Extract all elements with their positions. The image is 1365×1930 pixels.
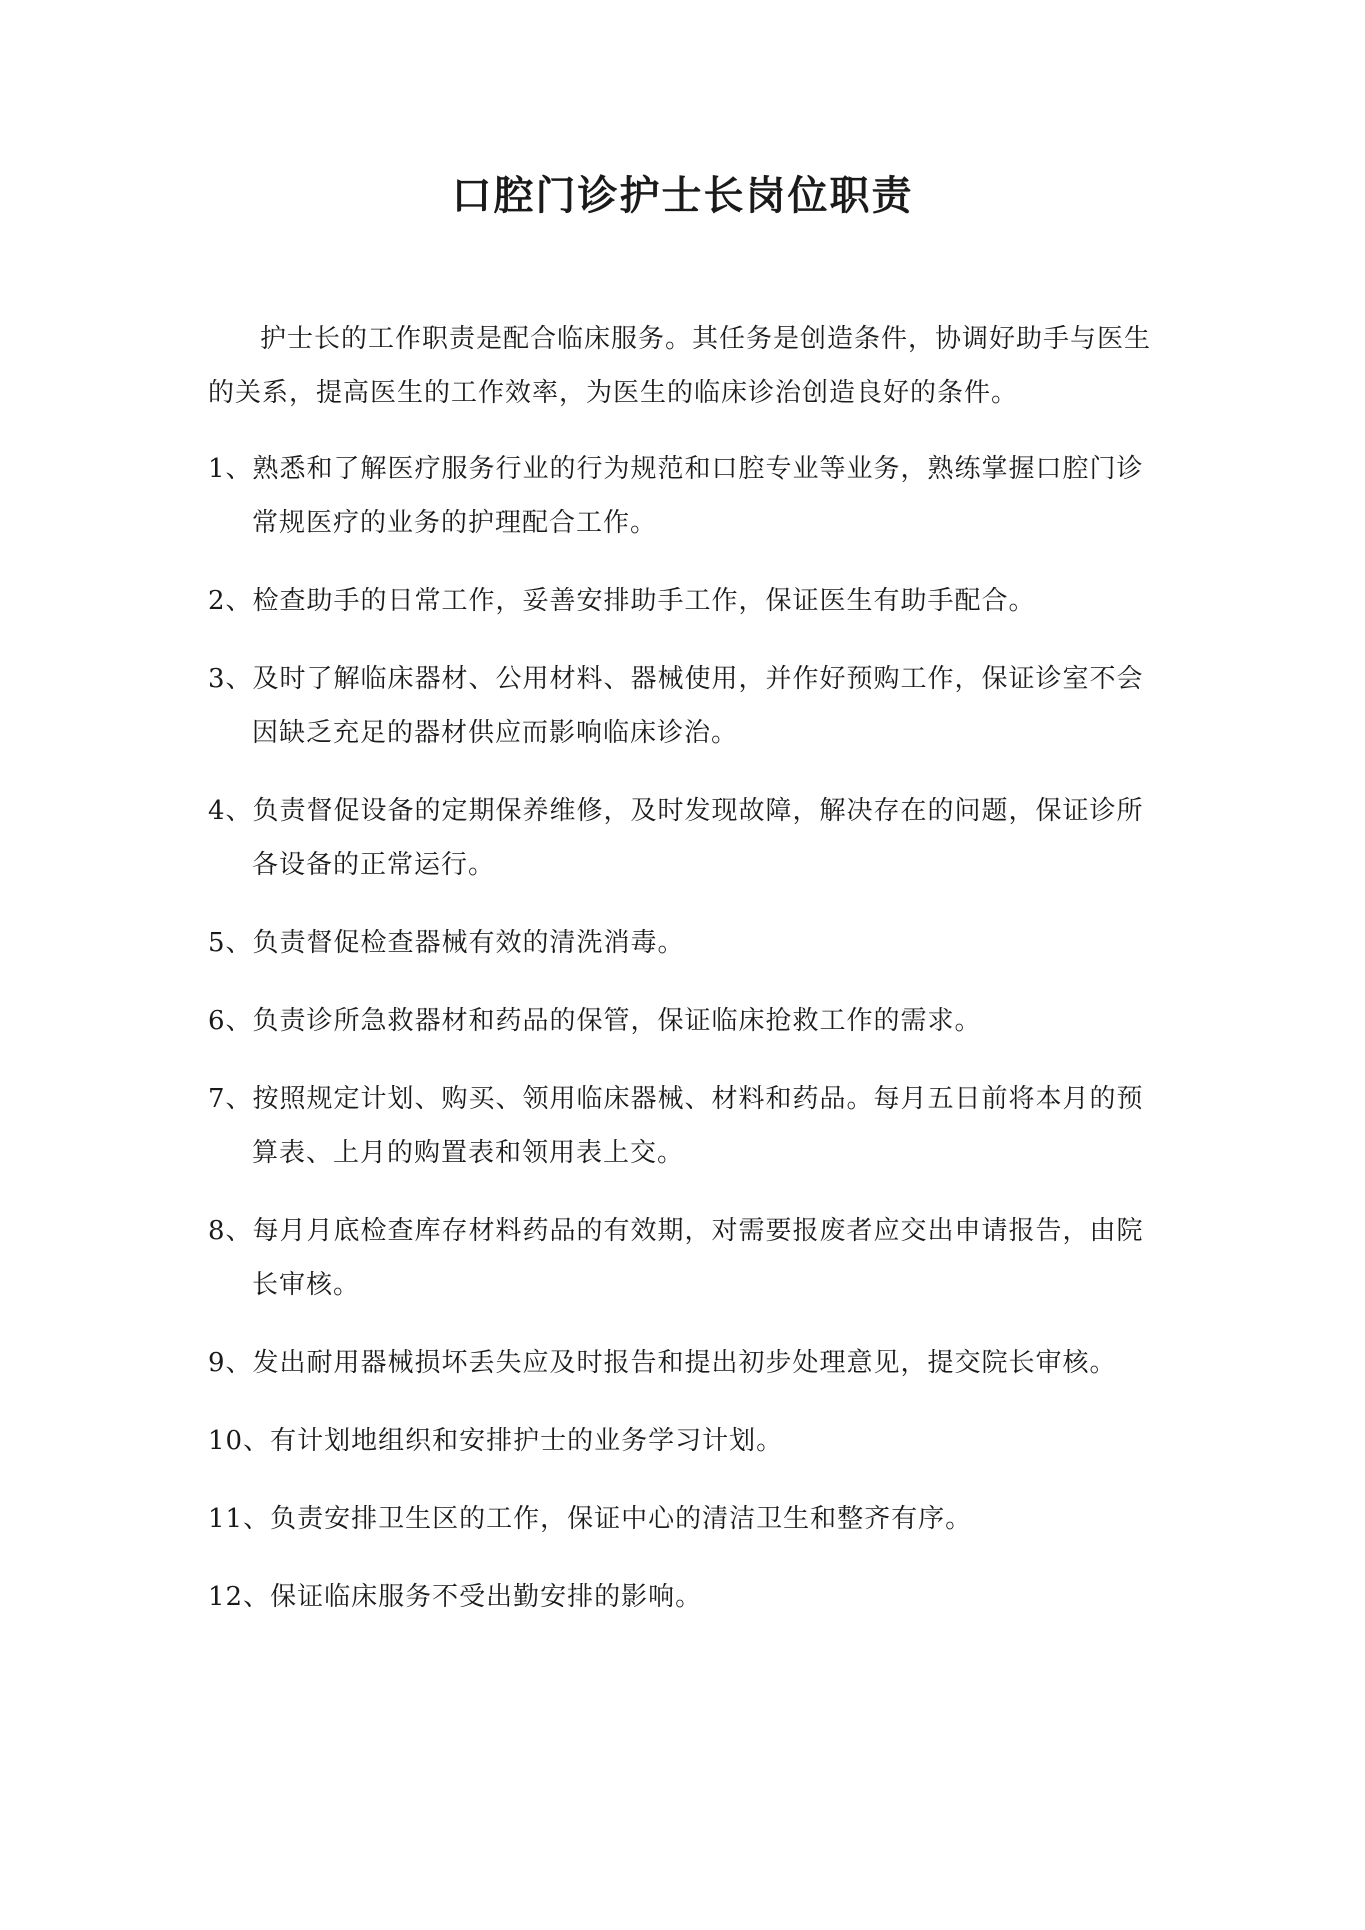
document-title: 口腔门诊护士长岗位职责 [451,173,914,219]
duty-list [208,442,1168,1648]
list-item: 10、有计划地组织和安排护士的业务学习计划。 [208,1426,784,1456]
list-item: 2、检查助手的日常工作，妥善安排助手工作，保证医生有助手配合。 [208,586,1036,616]
list-item: 5、负责督促检查器械有效的清洗消毒。 [208,928,685,958]
list-item: 12、保证临床服务不受出勤安排的影响。 [208,1582,703,1612]
list-item: 6、负责诊所急救器材和药品的保管，保证临床抢救工作的需求。 [208,1006,982,1036]
list-item: 9、发出耐用器械损坏丢失应及时报告和提出初步处理意见，提交院长审核。 [208,1348,1117,1378]
list-item: 7、按照规定计划、购买、领用临床器械、材料和药品。每月五日前将本月的预算表、上月的购置表和领用表上交。 [208,1084,1144,1168]
list-item: 3、及时了解临床器材、公用材料、器械使用，并作好预购工作，保证诊室不会因缺乏充足的器材供应而影响临床诊治。 [208,664,1144,748]
list-item: 4、负责督促设备的定期保养维修，及时发现故障，解决存在的问题，保证诊所各设备的正常运行。 [208,796,1144,880]
list-item: 11、负责安排卫生区的工作，保证中心的清洁卫生和整齐有序。 [208,1504,973,1534]
list-item: 8、每月月底检查库存材料药品的有效期，对需要报废者应交出申请报告，由院长审核。 [208,1216,1144,1300]
intro-paragraph: 护士长的工作职责是配合临床服务。其任务是创造条件，协调好助手与医生的关系，提高医生的工作效率，为医生的临床诊治创造良好的条件。 [208,324,1152,408]
list-item: 1、熟悉和了解医疗服务行业的行为规范和口腔专业等业务，熟练掌握口腔门诊常规医疗的业务的护理配合工作。 [208,454,1144,538]
